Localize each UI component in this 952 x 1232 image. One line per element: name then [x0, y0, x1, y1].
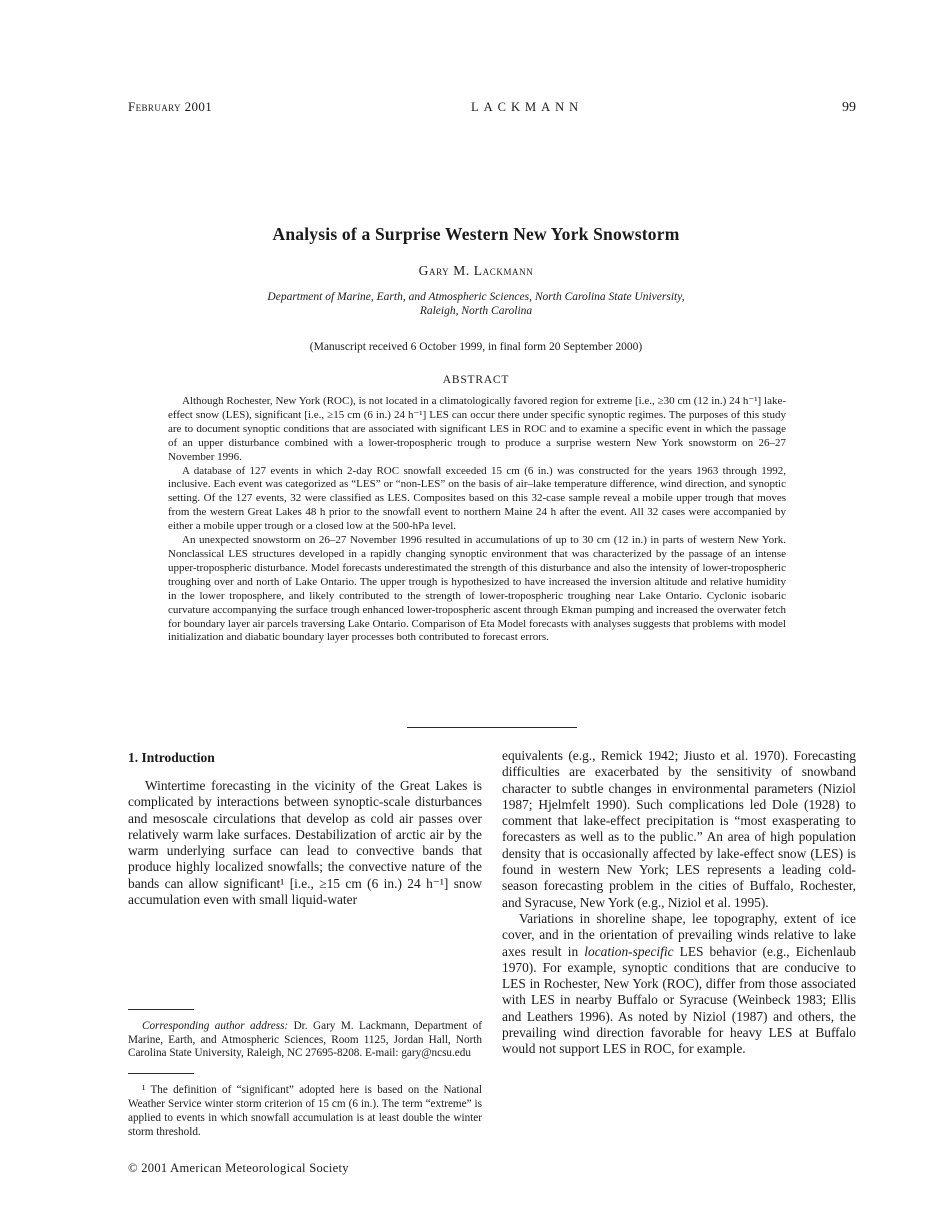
abstract-paragraph-1: Although Rochester, New York (ROC), is not located in a climatologically favored region for extreme [i.e., ≥30 cm (12 in.) 24 h⁻¹] lake-effect snow (LES), significant [i.e., ≥15 cm (6 in.) 24 h⁻¹] LES can occur there under specific synoptic regimes. The purposes of this study are to document synoptic conditions that are associated with significant LES in ROC and to examine a specific event in which the passage of an upper disturbance combined with a lower-tropospheric trough to produce a surprise western New York snowstorm on 26–27 November 1996. [168, 395, 786, 463]
footnote-block [128, 1009, 482, 1140]
two-column-body [128, 748, 856, 1140]
manuscript-received-note: (Manuscript received 6 October 1999, in final form 20 September 2000) [309, 341, 643, 353]
italic-term: location-specific [584, 943, 674, 959]
introduction-paragraph-right-2 [502, 911, 856, 1058]
paragraph-text-segment: LES behavior (e.g., Eichenlaub 1970). For example, synoptic conditions that are conducive to LES in Rochester, New York (ROC), differ from those associated with LES in nearby Buffalo or Syracuse (Weinbeck 1983; Ellis and Leathers 1996). As noted by Niziol (1987) and others, the prevailing wind direction favorable for heavy LES at Buffalo would not support LES in ROC, for example. [502, 943, 856, 1057]
correspondence-text: Dr. Gary M. Lackmann, Department of Marine, Earth, and Atmospheric Sciences, Room 1125, Jordan Hall, North Carolina State University, Raleigh, NC 27695-8208. E-mail: gary@ncsu.edu [128, 1019, 483, 1060]
introduction-paragraph-left: Wintertime forecasting in the vicinity of the Great Lakes is complicated by interactions between synoptic-scale disturbances and mesoscale circulations that develop as cold air passes over relatively warm lake surfaces. Destabilization of arctic air by the warm underlying surface can lead to convective bands that produce highly localized snowfalls; the convective nature of the bands can allow significant¹ [i.e., ≥15 cm (6 in.) 24 h⁻¹] snow accumulation even with small liquid-water [128, 778, 482, 908]
left-column [128, 748, 482, 1140]
affiliation-line-1: Department of Marine, Earth, and Atmospheric Sciences, North Carolina State University, [267, 291, 685, 303]
abstract-heading: ABSTRACT [442, 374, 510, 386]
running-header [128, 99, 856, 116]
footnote-rule-2 [128, 1073, 194, 1074]
copyright-notice: © 2001 American Meteorological Society [128, 1161, 349, 1175]
author-name: Gary M. Lackmann [418, 263, 534, 278]
abstract-body [168, 395, 786, 645]
paragraph-text-segment: Variations in shoreline shape, lee topography, extent of ice cover, and in the orientation of prevailing winds relative to lake axes result in [502, 910, 856, 959]
introduction-paragraph-right-1: equivalents (e.g., Remick 1942; Jiusto et al. 1970). Forecasting difficulties are exacerbated by the sensitivity of snowband character to subtle changes in environmental parameters (Niziol 1987; Hjelmfelt 1990). Such complications led Dole (1928) to comment that lake-effect precipitation is “most exasperating to forecasters as well as to the public.” An area of high population density that is occasionally affected by lake-effect snow (LES) is found in western New York; LES represents a leading cold-season forecasting problem in the cities of Buffalo, Rochester, and Syracuse, New York (e.g., Niziol et al. 1995). [502, 748, 856, 910]
page-footer [128, 1161, 349, 1176]
right-column [502, 748, 856, 1140]
journal-issue-date: February 2001 [128, 99, 213, 114]
footnote-1: ¹ The definition of “significant” adopted here is based on the National Weather Service winter storm criterion of 15 cm (6 in.). The term “extreme” is applied to events in which snowfall accumulation is at least double the winter storm threshold. [128, 1084, 482, 1139]
section-heading-introduction: 1. Introduction [128, 750, 215, 765]
correspondence-footnote [128, 1020, 482, 1062]
correspondence-label: Corresponding author address: [142, 1019, 289, 1032]
article-title: Analysis of a Surprise Western New York Snowstorm [272, 224, 680, 244]
page-number: 99 [842, 100, 856, 115]
abstract-paragraph-3: An unexpected snowstorm on 26–27 November 1996 resulted in accumulations of up to 30 cm (12 in.) in parts of western New York. Nonclassical LES structures developed in a rapidly changing synoptic environment that was characterized by the passage of an intense upper-tropospheric disturbance. Model forecasts underestimated the strength of this disturbance and also the intensity of lower-tropospheric troughing over and north of Lake Ontario. The upper trough is hypothesized to have increased the inversion altitude and relative humidity in the lower troposphere, and likely contributed to the strength of lower-tropospheric troughing near Lake Ontario. Cyclonic isobaric curvature accompanying the surface trough enhanced lower-tropospheric ascent through Ekman pumping and increased the overwater fetch for boundary layer air parcels traversing Lake Ontario. Comparison of Eta Model forecasts with analyses suggests that problems with model initialization and diabatic boundary layer processes both contributed to forecast errors. [168, 534, 786, 644]
running-head-author: LACKMANN [470, 100, 584, 114]
footnote-rule-1 [128, 1009, 194, 1010]
affiliation-line-2: Raleigh, North Carolina [419, 305, 533, 317]
abstract-body-divider [407, 727, 577, 728]
author-affiliation [112, 290, 840, 318]
abstract-paragraph-2: A database of 127 events in which 2-day ROC snowfall exceeded 15 cm (6 in.) was constructed for the years 1963 through 1992, inclusive. Each event was categorized as “LES” or “non-LES” on the basis of air–lake temperature difference, wind direction, and synoptic setting. Of the 127 events, 32 were classified as LES. Composites based on this 32-case sample reveal a mobile upper trough that moves from the western Great Lakes 48 h prior to the snowfall event to northern Maine 24 h after the event. All 32 cases were accompanied by either a mobile upper trough or a closed low at the 500-hPa level. [168, 464, 786, 533]
